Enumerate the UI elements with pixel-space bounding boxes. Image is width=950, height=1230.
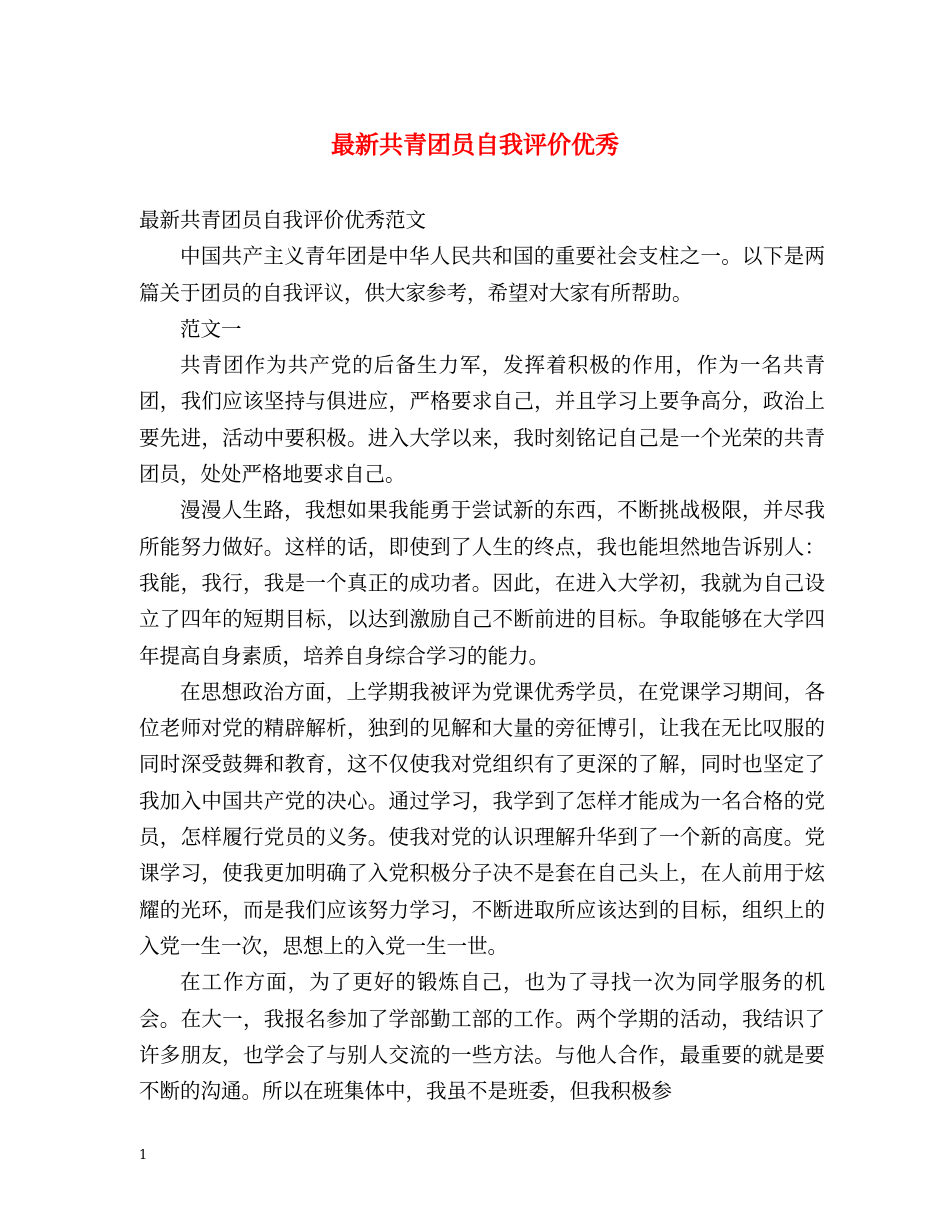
document-body — [139, 202, 825, 1109]
paragraph-heading-sample-one: 范文一 — [180, 316, 242, 341]
paragraph: 在工作方面，为了更好的锻炼自己，也为了寻找一次为同学服务的机会。在大一，我报名参加了学部勤工部的工作。两个学期的活动，我结识了许多朋友，也学会了与别人交流的一些方法。与他人合作，最重要的就是要不断的沟通。所以在班集体中，我虽不是班委，但我积极参 — [139, 970, 825, 1104]
document-title: 最新共青团员自我评价优秀 — [331, 130, 619, 159]
document-subtitle: 最新共青团员自我评价优秀范文 — [139, 208, 426, 232]
paragraph: 共青团作为共产党的后备生力军，发挥着积极的作用，作为一名共青团，我们应该坚持与俱进应，严格要求自己，并且学习上要争高分，政治上要先进，活动中要积极。进入大学以来，我时刻铭记自己是一个光荣的共青团员，处处严格地要求自己。 — [139, 353, 825, 487]
paragraph: 在思想政治方面，上学期我被评为党课优秀学员，在党课学习期间，各位老师对党的精辟解析，独到的见解和大量的旁征博引，让我在无比叹服的同时深受鼓舞和教育，这不仅使我对党组织有了更深的了解，同时也坚定了我加入中国共产党的决心。通过学习，我学到了怎样才能成为一名合格的党员，怎样履行党员的义务。使我对党的认识理解升华到了一个新的高度。党课学习，使我更加明确了入党积极分子决不是套在自己头上，在人前用于炫耀的光环，而是我们应该努力学习，不断进取所应该达到的目标，组织上的入党一生一次，思想上的入党一生一世。 — [139, 679, 825, 958]
paragraph: 漫漫人生路，我想如果我能勇于尝试新的东西，不断挑战极限，并尽我所能努力做好。这样的话，即使到了人生的终点，我也能坦然地告诉别人：我能，我行，我是一个真正的成功者。因此，在进入大学初，我就为自己设立了四年的短期目标，以达到激励自己不断前进的目标。争取能够在大学四年提高自身素质，培养自身综合学习的能力。 — [139, 498, 825, 668]
paragraph-intro: 中国共产主义青年团是中华人民共和国的重要社会支柱之一。以下是两篇关于团员的自我评议，供大家参考，希望对大家有所帮助。 — [139, 244, 825, 305]
page-number: 1 — [139, 1148, 148, 1163]
